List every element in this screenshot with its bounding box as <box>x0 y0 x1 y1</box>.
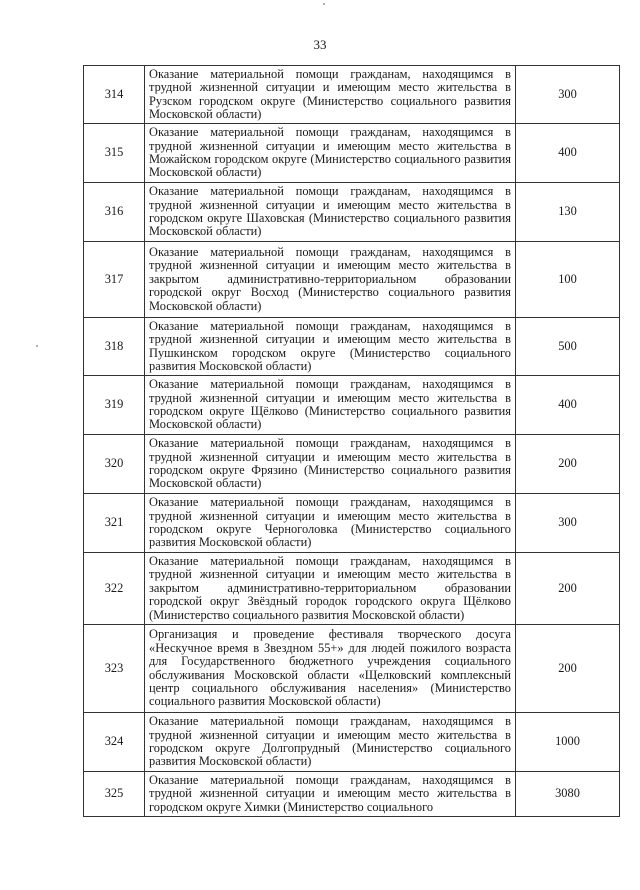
row-description: Оказание материальной помощи гражданам, находящимся в трудной жизненной ситуации и имеющим место жительства в Пушкинском городском округе (Министерство социального развития Московской области) <box>145 318 516 376</box>
table-row <box>84 713 620 772</box>
row-number: 323 <box>84 625 145 713</box>
row-number: 321 <box>84 494 145 553</box>
row-number: 324 <box>84 713 145 772</box>
row-amount: 400 <box>516 376 620 435</box>
row-amount: 130 <box>516 183 620 242</box>
table-row <box>84 435 620 494</box>
table-row <box>84 625 620 713</box>
table-row <box>84 124 620 183</box>
row-amount: 200 <box>516 435 620 494</box>
row-description: Оказание материальной помощи гражданам, находящимся в трудной жизненной ситуации и имеющим место жительства в закрытом административно-территориальном образовании городской округ Восход (Министерство социального развития Московской области) <box>145 242 516 318</box>
row-number: 320 <box>84 435 145 494</box>
page-number: 33 <box>313 37 327 52</box>
table-row <box>84 772 620 817</box>
table-row <box>84 242 620 318</box>
table-row <box>84 494 620 553</box>
row-number: 314 <box>84 66 145 124</box>
row-amount: 300 <box>516 66 620 124</box>
row-number: 325 <box>84 772 145 817</box>
allocation-table <box>83 65 620 817</box>
row-amount: 300 <box>516 494 620 553</box>
scan-speck <box>323 3 325 5</box>
scan-speck <box>36 345 38 347</box>
row-description: Оказание материальной помощи гражданам, находящимся в трудной жизненной ситуации и имеющим место жительства в городском округе Долгопрудный (Министерство социального развития Московской области) <box>145 713 516 772</box>
row-description: Оказание материальной помощи гражданам, находящимся в трудной жизненной ситуации и имеющим место жительства в городском округе Черноголовка (Министерство социального развития Московской области) <box>145 494 516 553</box>
table-row <box>84 553 620 625</box>
row-number: 322 <box>84 553 145 625</box>
row-number: 316 <box>84 183 145 242</box>
row-amount: 200 <box>516 553 620 625</box>
row-amount: 200 <box>516 625 620 713</box>
row-amount: 3080 <box>516 772 620 817</box>
row-number: 318 <box>84 318 145 376</box>
row-amount: 500 <box>516 318 620 376</box>
row-amount: 1000 <box>516 713 620 772</box>
row-description: Оказание материальной помощи гражданам, находящимся в трудной жизненной ситуации и имеющим место жительства в закрытом административно-территориальном образовании городской округ Звёздный городок городского округа Щёлково (Министерство социального развития Московской области) <box>145 553 516 625</box>
row-number: 315 <box>84 124 145 183</box>
row-description: Оказание материальной помощи гражданам, находящимся в трудной жизненной ситуации и имеющим место жительства в городском округе Химки (Министерство социального <box>145 772 516 817</box>
row-description: Оказание материальной помощи гражданам, находящимся в трудной жизненной ситуации и имеющим место жительства в Рузском городском округе (Министерство социального развития Московской области) <box>145 66 516 124</box>
row-amount: 400 <box>516 124 620 183</box>
row-amount: 100 <box>516 242 620 318</box>
table-row <box>84 66 620 124</box>
row-description: Оказание материальной помощи гражданам, находящимся в трудной жизненной ситуации и имеющим место жительства в Можайском городском округе (Министерство социального развития Московской области) <box>145 124 516 183</box>
row-number: 319 <box>84 376 145 435</box>
table-row <box>84 318 620 376</box>
table-row <box>84 183 620 242</box>
row-description: Оказание материальной помощи гражданам, находящимся в трудной жизненной ситуации и имеющим место жительства в городском округе Шаховская (Министерство социального развития Московской области) <box>145 183 516 242</box>
row-description: Организация и проведение фестиваля творческого досуга «Нескучное время в Звездном 55+» для людей пожилого возраста для Государственного бюджетного учреждения социального обслуживания Московской области «Щелковский комплексный центр социального обслуживания населения» (Министерство социального развития Московской области) <box>145 625 516 713</box>
row-description: Оказание материальной помощи гражданам, находящимся в трудной жизненной ситуации и имеющим место жительства в городском округе Щёлково (Министерство социального развития Московской области) <box>145 376 516 435</box>
table-row <box>84 376 620 435</box>
row-description: Оказание материальной помощи гражданам, находящимся в трудной жизненной ситуации и имеющим место жительства в городском округе Фрязино (Министерство социального развития Московской области) <box>145 435 516 494</box>
row-number: 317 <box>84 242 145 318</box>
